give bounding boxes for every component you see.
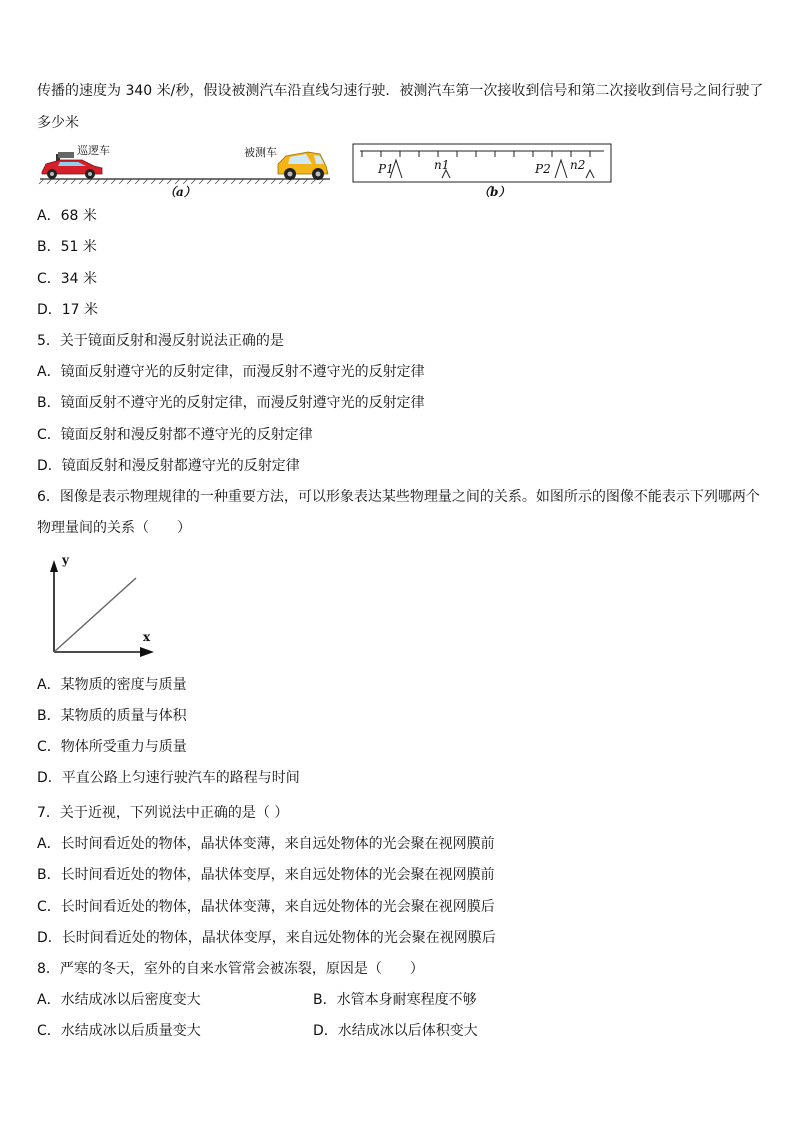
q6-graph bbox=[40, 552, 160, 662]
q6-y-axis-label: y bbox=[62, 553, 69, 567]
pulse-p1-label: P1 bbox=[378, 162, 394, 176]
figure-a bbox=[36, 140, 336, 200]
target-car-icon bbox=[278, 152, 328, 180]
q4-option-a[interactable]: A．68 米 bbox=[37, 208, 97, 224]
q6-option-d[interactable]: D．平直公路上匀速行驶汽车的路程与时间 bbox=[37, 770, 300, 786]
q5-option-d[interactable]: D．镜面反射和漫反射都遵守光的反射定律 bbox=[37, 458, 300, 474]
q8-option-a[interactable]: A．水结成冰以后密度变大 bbox=[37, 992, 201, 1008]
q8-stem: 8．严寒的冬天，室外的自来水管常会被冻裂，原因是（ ） bbox=[37, 961, 424, 977]
q4-text-line1: 传播的速度为 340 米/秒，假设被测汽车沿直线匀速行驶．被测汽车第一次接收到信号和第二次接收到信号之间行驶了 bbox=[37, 83, 764, 99]
pulse-n1-label: n1 bbox=[434, 158, 450, 172]
q7-stem: 7．关于近视，下列说法中正确的是（ ） bbox=[37, 805, 289, 821]
q7-option-a[interactable]: A．长时间看近处的物体，晶状体变薄，来自远处物体的光会聚在视网膜前 bbox=[37, 836, 495, 852]
figure-b bbox=[350, 142, 616, 200]
q6-stem-line2: 物理量间的关系（ ） bbox=[37, 520, 191, 536]
q6-x-axis-label: x bbox=[143, 630, 151, 644]
q5-option-c[interactable]: C．镜面反射和漫反射都不遵守光的反射定律 bbox=[37, 427, 313, 443]
q5-option-b[interactable]: B．镜面反射不遵守光的反射定律，而漫反射遵守光的反射定律 bbox=[37, 395, 425, 411]
q7-option-d[interactable]: D．长时间看近处的物体，晶状体变厚，来自远处物体的光会聚在视网膜后 bbox=[37, 930, 496, 946]
q6-option-b[interactable]: B．某物质的质量与体积 bbox=[37, 708, 187, 724]
q7-option-b[interactable]: B．长时间看近处的物体，晶状体变厚，来自远处物体的光会聚在视网膜前 bbox=[37, 867, 495, 883]
q4-option-c[interactable]: C．34 米 bbox=[37, 271, 98, 287]
pulse-n2-label: n2 bbox=[570, 158, 586, 172]
q4-text-line2: 多少米 bbox=[37, 115, 79, 131]
target-car-label: 被测车 bbox=[244, 146, 277, 159]
q6-graph-drawing bbox=[40, 552, 160, 662]
q8-option-c[interactable]: C．水结成冰以后质量变大 bbox=[37, 1023, 201, 1039]
q4-option-d[interactable]: D．17 米 bbox=[37, 302, 99, 318]
q7-option-c[interactable]: C．长时间看近处的物体，晶状体变薄，来自远处物体的光会聚在视网膜后 bbox=[37, 899, 495, 915]
q8-option-b[interactable]: B．水管本身耐寒程度不够 bbox=[313, 992, 477, 1008]
patrol-car-label: 巡逻车 bbox=[77, 144, 110, 157]
q8-option-d[interactable]: D．水结成冰以后体积变大 bbox=[313, 1023, 478, 1039]
q5-stem: 5．关于镜面反射和漫反射说法正确的是 bbox=[37, 333, 284, 349]
figure-a-caption: （a） bbox=[164, 185, 196, 199]
q4-option-b[interactable]: B．51 米 bbox=[37, 239, 97, 255]
q6-option-a[interactable]: A．某物质的密度与质量 bbox=[37, 677, 187, 693]
pulse-p2-label: P2 bbox=[535, 162, 551, 176]
q5-option-a[interactable]: A．镜面反射遵守光的反射定律，而漫反射不遵守光的反射定律 bbox=[37, 364, 425, 380]
figure-b-caption: （b） bbox=[478, 185, 511, 199]
q6-option-c[interactable]: C．物体所受重力与质量 bbox=[37, 739, 187, 755]
q6-stem-line1: 6．图像是表示物理规律的一种重要方法，可以形象表达某些物理量之间的关系。如图所示的图像不能表示下列哪两个 bbox=[37, 489, 760, 505]
